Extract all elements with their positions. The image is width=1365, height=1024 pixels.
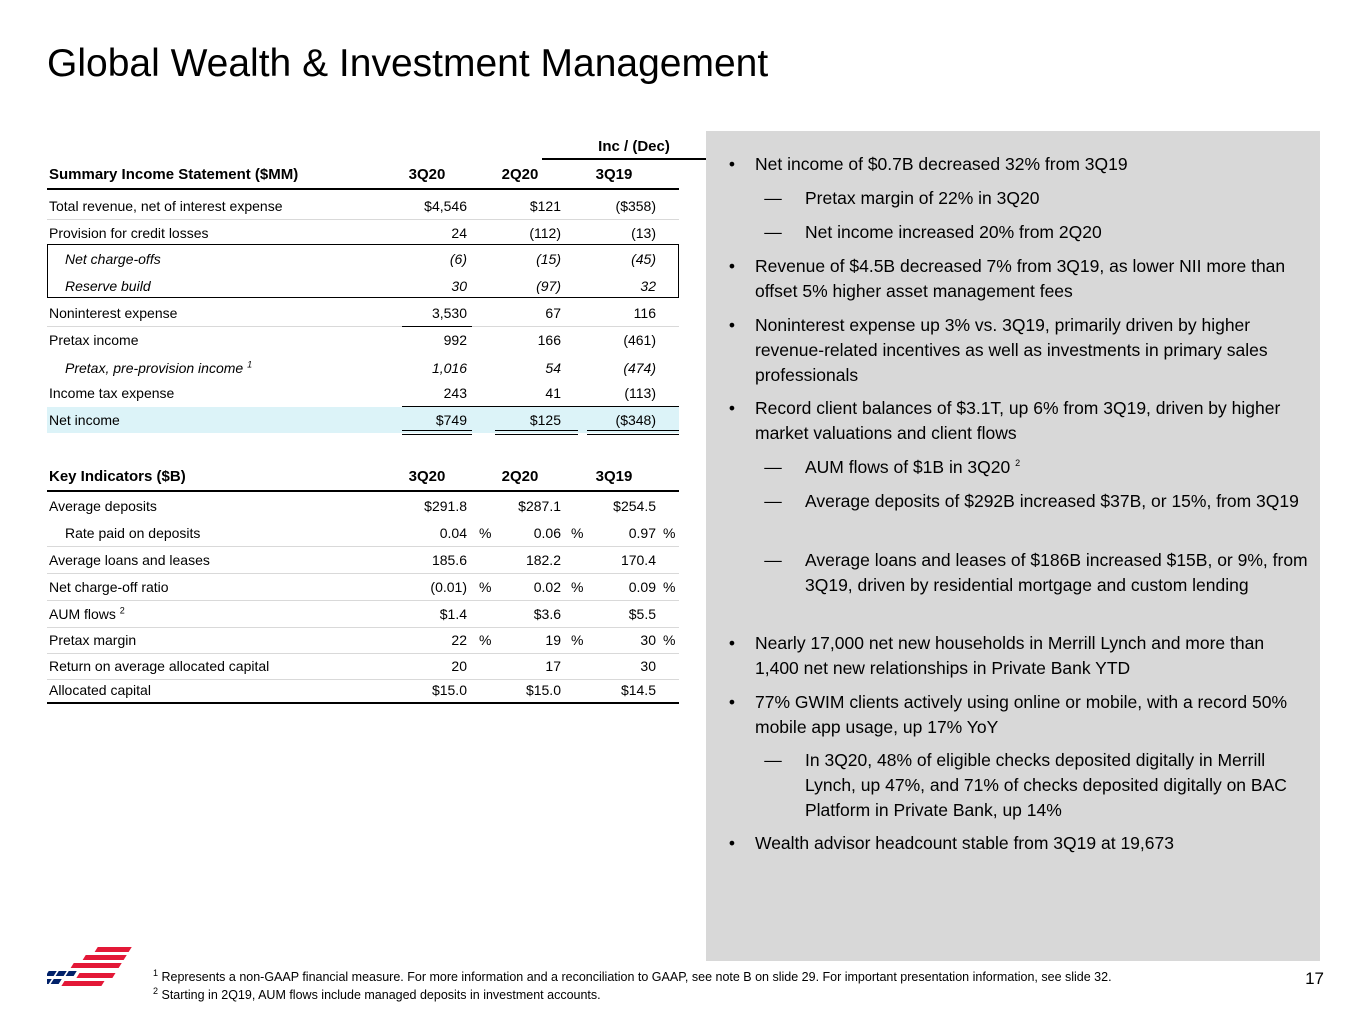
row-value: $749 — [435, 412, 467, 428]
percent-sign: % — [479, 632, 492, 648]
row-label: Allocated capital — [49, 682, 151, 698]
percent-sign: % — [571, 632, 584, 648]
table-row — [47, 574, 679, 601]
row-label: Noninterest expense — [49, 305, 178, 321]
percent-sign: % — [663, 525, 676, 541]
row-value: (113) — [624, 385, 656, 401]
row-value: 30 — [640, 658, 656, 674]
row-label — [49, 601, 125, 627]
bullet-dot: • — [728, 154, 736, 174]
footnote-number: 1 — [153, 967, 159, 978]
row-value: 170.4 — [620, 552, 656, 568]
row-label: Net income — [49, 412, 120, 428]
row-label-text: AUM flows — [49, 606, 116, 622]
bullet-text: Wealth advisor headcount stable from 3Q19 at 19,673 — [755, 833, 1174, 853]
row-value: (461) — [623, 332, 656, 348]
bullet-item — [728, 313, 1310, 388]
bullet-item — [728, 631, 1310, 681]
footnote-ref: 2 — [119, 605, 125, 616]
percent-sign: % — [479, 579, 492, 595]
row-label: Net charge-offs — [65, 251, 161, 267]
row-value: 24 — [451, 225, 467, 241]
bullet-dot: • — [728, 833, 736, 853]
bullet-text: Net income of $0.7B decreased 32% from 3Q19 — [755, 154, 1128, 174]
net-income-row — [47, 407, 679, 433]
row-value: (13) — [631, 225, 656, 241]
table-row — [47, 220, 679, 246]
row-label: Rate paid on deposits — [65, 525, 201, 541]
row-value: 0.06 — [533, 525, 561, 541]
row-value: 67 — [545, 305, 561, 321]
percent-sign: % — [663, 579, 676, 595]
bullet-item — [728, 254, 1310, 304]
bullet-item — [728, 690, 1310, 740]
row-value: 116 — [633, 305, 656, 321]
page-number: 17 — [1305, 969, 1324, 988]
income-statement-table — [47, 130, 679, 440]
row-value: $15.0 — [431, 682, 467, 698]
table-row — [47, 300, 679, 327]
row-label: Pretax margin — [49, 632, 137, 648]
table-row — [47, 678, 679, 704]
inc-dec-label: Inc / (Dec) — [542, 138, 726, 160]
row-value: 182.2 — [525, 552, 561, 568]
header-label: Summary Income Statement ($MM) — [49, 166, 299, 183]
bullet-text: Pretax margin of 22% in 3Q20 — [805, 188, 1040, 208]
bullet-dash: — — [764, 188, 782, 208]
bullet-text: Average loans and leases of $186B increased $15B, or 9%, from 3Q19, driven by residential mortgage and custom lending — [805, 550, 1308, 595]
row-value: $3.6 — [533, 606, 561, 622]
bullet-item — [764, 748, 1310, 823]
bullet-item — [728, 152, 1310, 177]
table-row — [47, 380, 679, 406]
bullet-item — [764, 489, 1310, 514]
header-col3: 3Q19 — [595, 468, 633, 485]
row-label-text: Pretax, pre-provision income — [65, 360, 244, 376]
row-label: Total revenue, net of interest expense — [49, 198, 283, 214]
table-row — [47, 601, 679, 628]
row-value: 243 — [443, 385, 467, 401]
bullet-dot: • — [728, 398, 736, 418]
row-value: 19 — [545, 632, 561, 648]
table-row — [47, 627, 679, 654]
double-underline — [587, 430, 679, 435]
row-value: $15.0 — [525, 682, 561, 698]
row-value: 0.02 — [533, 579, 561, 595]
row-label: Return on average allocated capital — [49, 658, 270, 674]
table-row — [47, 493, 679, 519]
footnote-text: Represents a non-GAAP financial measure. For more information and a reconciliation to GAAP, see note B on slide 29. For important presentation information, see slide 32. — [161, 970, 1112, 984]
header-col1: 3Q20 — [408, 468, 446, 485]
header-label: Key Indicators ($B) — [49, 468, 186, 485]
row-label: Average deposits — [49, 498, 157, 514]
row-value: 0.97 — [628, 525, 656, 541]
row-value: $1.4 — [439, 606, 467, 622]
footnote-1 — [153, 967, 1112, 984]
bullet-dash: — — [764, 491, 782, 511]
table-row — [47, 246, 679, 272]
footnote-text: Starting in 2Q19, AUM flows include managed deposits in investment accounts. — [161, 988, 601, 1002]
bullet-dash: — — [764, 457, 782, 477]
row-label: Provision for credit losses — [49, 225, 209, 241]
bullet-item — [728, 396, 1310, 446]
row-value: 17 — [545, 658, 561, 674]
row-value: 185.6 — [431, 552, 467, 568]
row-value: 0.04 — [439, 525, 467, 541]
footnote-2 — [153, 985, 601, 1002]
row-value: 41 — [545, 385, 561, 401]
row-value: $4,546 — [424, 198, 467, 214]
header-col2: 2Q20 — [501, 468, 539, 485]
row-value: (15) — [536, 251, 561, 267]
bullet-dot: • — [728, 315, 736, 335]
row-value: 22 — [451, 632, 467, 648]
row-value: 1,016 — [431, 360, 467, 376]
row-value: (45) — [631, 251, 656, 267]
key-indicators-table — [47, 462, 679, 707]
double-underline — [495, 430, 578, 435]
bullet-text: Nearly 17,000 net new households in Merrill Lynch and more than 1,400 net new relationships in Private Bank YTD — [755, 633, 1265, 678]
bullet-text: Net income increased 20% from 2Q20 — [805, 222, 1102, 242]
bullet-item — [764, 186, 1310, 211]
row-value: $291.8 — [424, 498, 467, 514]
bullet-dash: — — [764, 222, 782, 242]
bullet-item — [764, 548, 1310, 598]
bullet-item — [728, 831, 1310, 856]
bullet-dash: — — [764, 750, 782, 770]
row-value: 32 — [640, 278, 656, 294]
row-label: Income tax expense — [49, 385, 175, 401]
bullet-dash: — — [764, 550, 782, 570]
footnote-ref: 2 — [1015, 458, 1021, 469]
table-row — [47, 273, 679, 299]
table-row — [47, 520, 679, 547]
bullet-text: Average deposits of $292B increased $37B, or 15%, from 3Q19 — [805, 491, 1299, 511]
row-value: $287.1 — [518, 498, 561, 514]
table-row — [47, 547, 679, 574]
footnote-number: 2 — [153, 985, 159, 996]
bullet-dot: • — [728, 633, 736, 653]
row-value: (97) — [536, 278, 561, 294]
table-row — [47, 193, 679, 220]
bullet-text: In 3Q20, 48% of eligible checks deposited digitally in Merrill Lynch, up 47%, and 71% of checks deposited digitally on BAC Platform in Private Bank, up 14% — [805, 750, 1287, 820]
bullet-item — [764, 455, 1310, 480]
row-value: 54 — [545, 360, 561, 376]
row-value: $121 — [529, 198, 561, 214]
key-indicators-header — [47, 464, 679, 492]
row-label: Average loans and leases — [49, 552, 210, 568]
table-row — [47, 355, 679, 381]
row-value: 166 — [537, 332, 561, 348]
row-value: (112) — [529, 225, 561, 241]
double-underline — [402, 430, 472, 435]
row-value: $14.5 — [620, 682, 656, 698]
bullet-text: 77% GWIM clients actively using online or mobile, with a record 50% mobile app usage, up 17% YoY — [755, 692, 1288, 737]
header-col1: 3Q20 — [408, 166, 446, 183]
row-value: ($348) — [615, 412, 656, 428]
row-value: (6) — [449, 251, 467, 267]
bullet-text: AUM flows of $1B in 3Q20 — [805, 457, 1011, 477]
bullet-text: Revenue of $4.5B decreased 7% from 3Q19, as lower NII more than offset 5% higher asset management fees — [755, 256, 1286, 301]
bullet-text: Record client balances of $3.1T, up 6% from 3Q19, driven by higher market valuations and client flows — [755, 398, 1281, 443]
row-value: 20 — [451, 658, 467, 674]
row-value: 30 — [451, 278, 467, 294]
bullet-text: Noninterest expense up 3% vs. 3Q19, primarily driven by higher revenue-related incentives as well as investments in primary sales professionals — [755, 315, 1268, 385]
income-table-header — [47, 162, 679, 190]
row-label: Reserve build — [65, 278, 151, 294]
bullet-dot: • — [728, 256, 736, 276]
percent-sign: % — [571, 525, 584, 541]
row-value: ($358) — [615, 198, 656, 214]
row-value: 0.09 — [628, 579, 656, 595]
row-value: $254.5 — [613, 498, 656, 514]
footnote-ref: 1 — [247, 359, 253, 370]
header-col3: 3Q19 — [595, 166, 633, 183]
row-label — [65, 355, 252, 381]
row-value: 992 — [443, 332, 467, 348]
table-row — [47, 327, 679, 353]
page-title: Global Wealth & Investment Management — [47, 42, 769, 85]
row-value: 30 — [640, 632, 656, 648]
row-label: Net charge-off ratio — [49, 579, 169, 595]
bank-flag-logo — [47, 945, 137, 995]
row-value: (474) — [623, 360, 656, 376]
percent-sign: % — [479, 525, 492, 541]
commentary-panel — [706, 131, 1320, 961]
row-label: Pretax income — [49, 332, 139, 348]
table-row — [47, 653, 679, 680]
row-value: $125 — [529, 412, 561, 428]
percent-sign: % — [571, 579, 584, 595]
bullet-dot: • — [728, 692, 736, 712]
bullet-item — [764, 220, 1310, 245]
row-value: 3,530 — [431, 305, 467, 321]
header-col2: 2Q20 — [501, 166, 539, 183]
percent-sign: % — [663, 632, 676, 648]
row-value: $5.5 — [628, 606, 656, 622]
row-value: (0.01) — [430, 579, 467, 595]
